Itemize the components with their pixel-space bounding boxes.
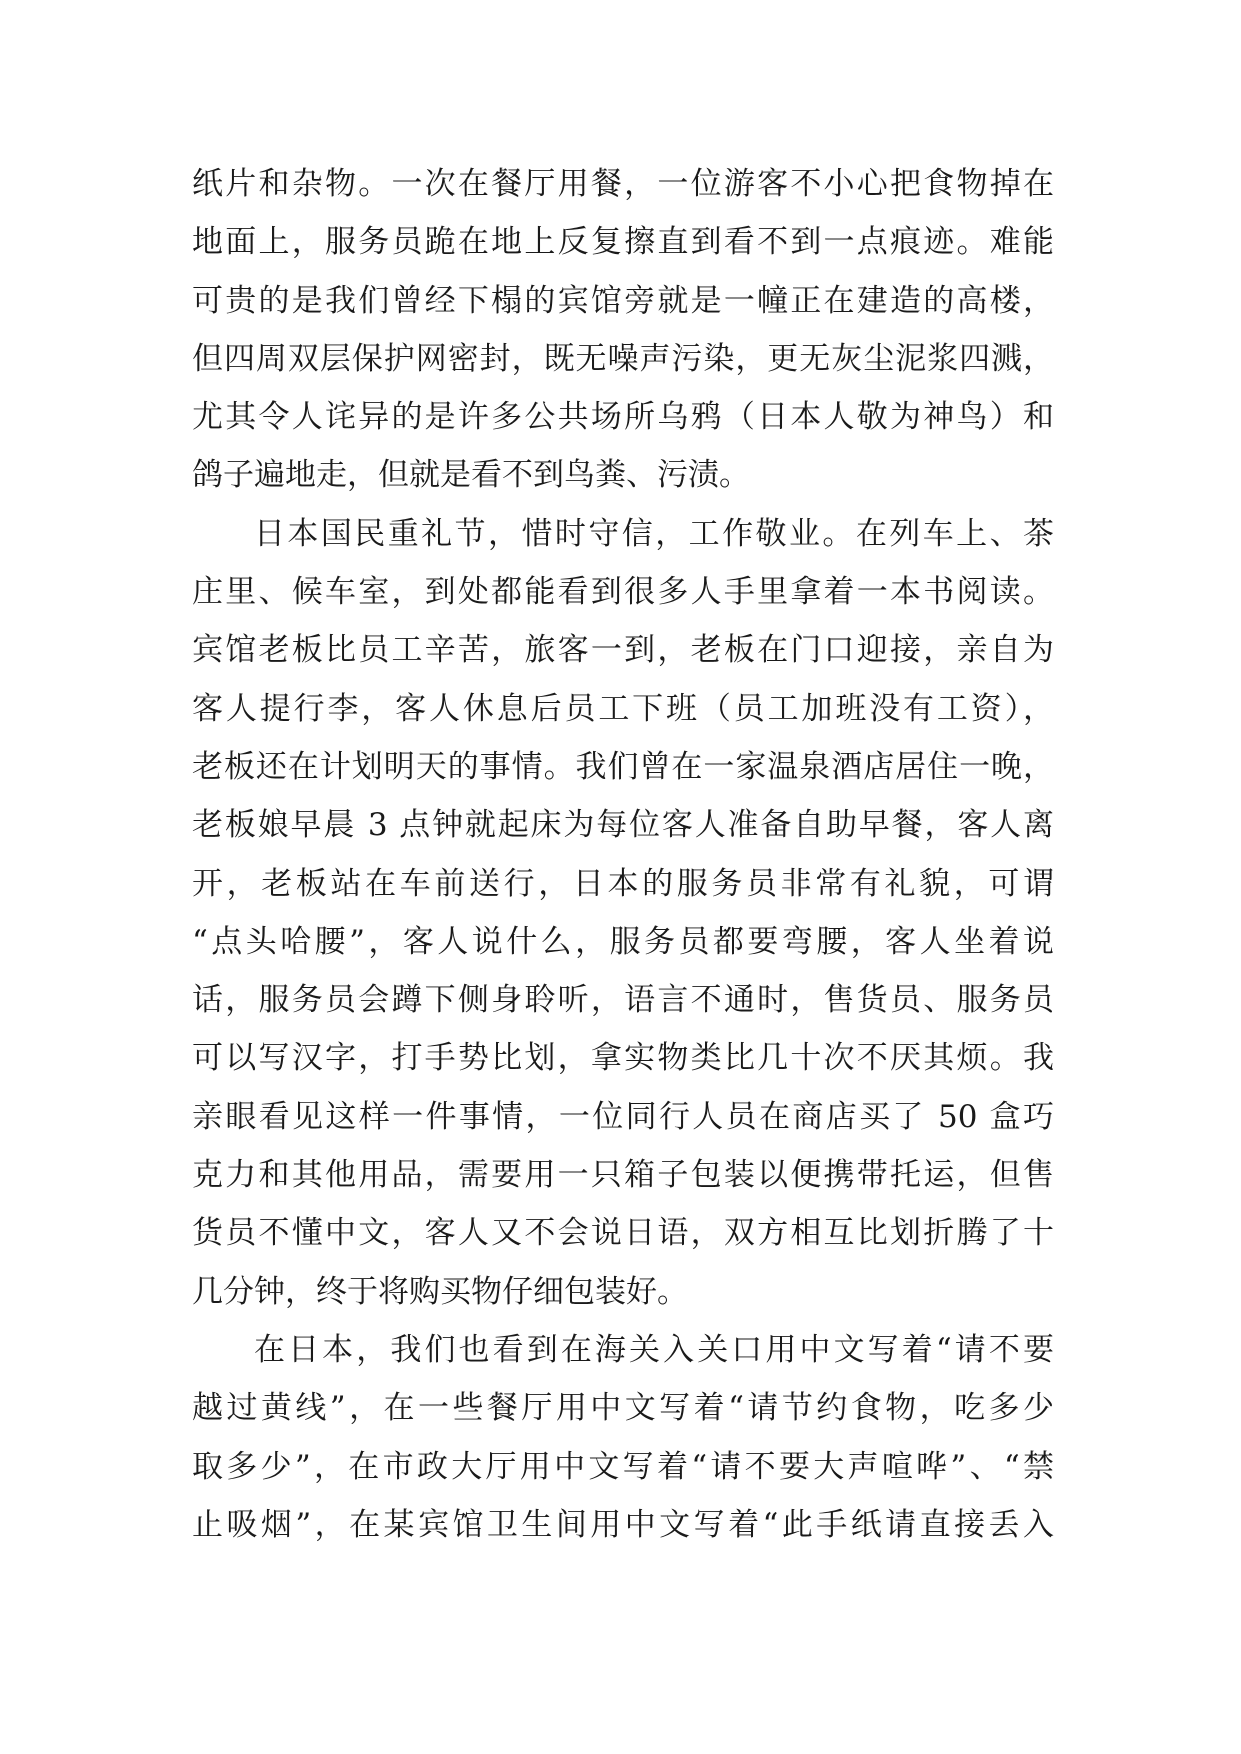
text-line: 地面上，服务员跪在地上反复擦直到看不到一点痕迹。难能 — [192, 224, 1054, 261]
body-text — [192, 155, 1054, 1554]
text-line: 老板娘早晨 3 点钟就起床为每位客人准备自助早餐，客人离 — [192, 807, 1054, 844]
text-line: 尤其令人诧异的是许多公共场所乌鸦（日本人敬为神鸟）和 — [192, 399, 1054, 436]
text-line: 庄里、候车室，到处都能看到很多人手里拿着一本书阅读。 — [192, 574, 1054, 611]
text-line: 货员不懂中文，客人又不会说日语，双方相互比划折腾了十 — [192, 1215, 1054, 1252]
text-line: 越过黄线”，在一些餐厅用中文写着“请节约食物，吃多少 — [192, 1390, 1054, 1427]
text-line: 在日本，我们也看到在海关入关口用中文写着“请不要 — [254, 1331, 1054, 1368]
text-line: “点头哈腰”，客人说什么，服务员都要弯腰，客人坐着说 — [192, 923, 1054, 960]
text-line: 亲眼看见这样一件事情，一位同行人员在商店买了 50 盒巧 — [192, 1098, 1054, 1135]
text-line: 止吸烟”，在某宾馆卫生间用中文写着“此手纸请直接丢入 — [192, 1506, 1054, 1543]
text-line: 克力和其他用品，需要用一只箱子包装以便携带托运，但售 — [192, 1157, 1054, 1194]
text-line: 取多少”，在市政大厅用中文写着“请不要大声喧哗”、“禁 — [192, 1448, 1054, 1485]
text-line: 但四周双层保护网密封，既无噪声污染，更无灰尘泥浆四溅， — [192, 340, 1054, 377]
text-line: 宾馆老板比员工辛苦，旅客一到，老板在门口迎接，亲自为 — [192, 632, 1054, 669]
text-line: 纸片和杂物。一次在餐厅用餐，一位游客不小心把食物掉在 — [192, 166, 1054, 202]
text-line: 可以写汉字，打手势比划，拿实物类比几十次不厌其烦。我 — [192, 1040, 1054, 1077]
text-line: 开，老板站在车前送行，日本的服务员非常有礼貌，可谓 — [192, 865, 1054, 902]
text-line: 客人提行李，客人休息后员工下班（员工加班没有工资）， — [192, 690, 1054, 727]
text-line: 老板还在计划明天的事情。我们曾在一家温泉酒店居住一晚， — [192, 748, 1054, 785]
text-line: 可贵的是我们曾经下榻的宾馆旁就是一幢正在建造的高楼， — [192, 282, 1054, 319]
text-line: 鸽子遍地走，但就是看不到鸟粪、污渍。 — [192, 457, 750, 494]
text-line: 几分钟，终于将购买物仔细包装好。 — [192, 1273, 688, 1310]
text-line: 日本国民重礼节，惜时守信，工作敬业。在列车上、茶 — [254, 515, 1054, 552]
text-line: 话，服务员会蹲下侧身聆听，语言不通时，售货员、服务员 — [192, 982, 1054, 1019]
